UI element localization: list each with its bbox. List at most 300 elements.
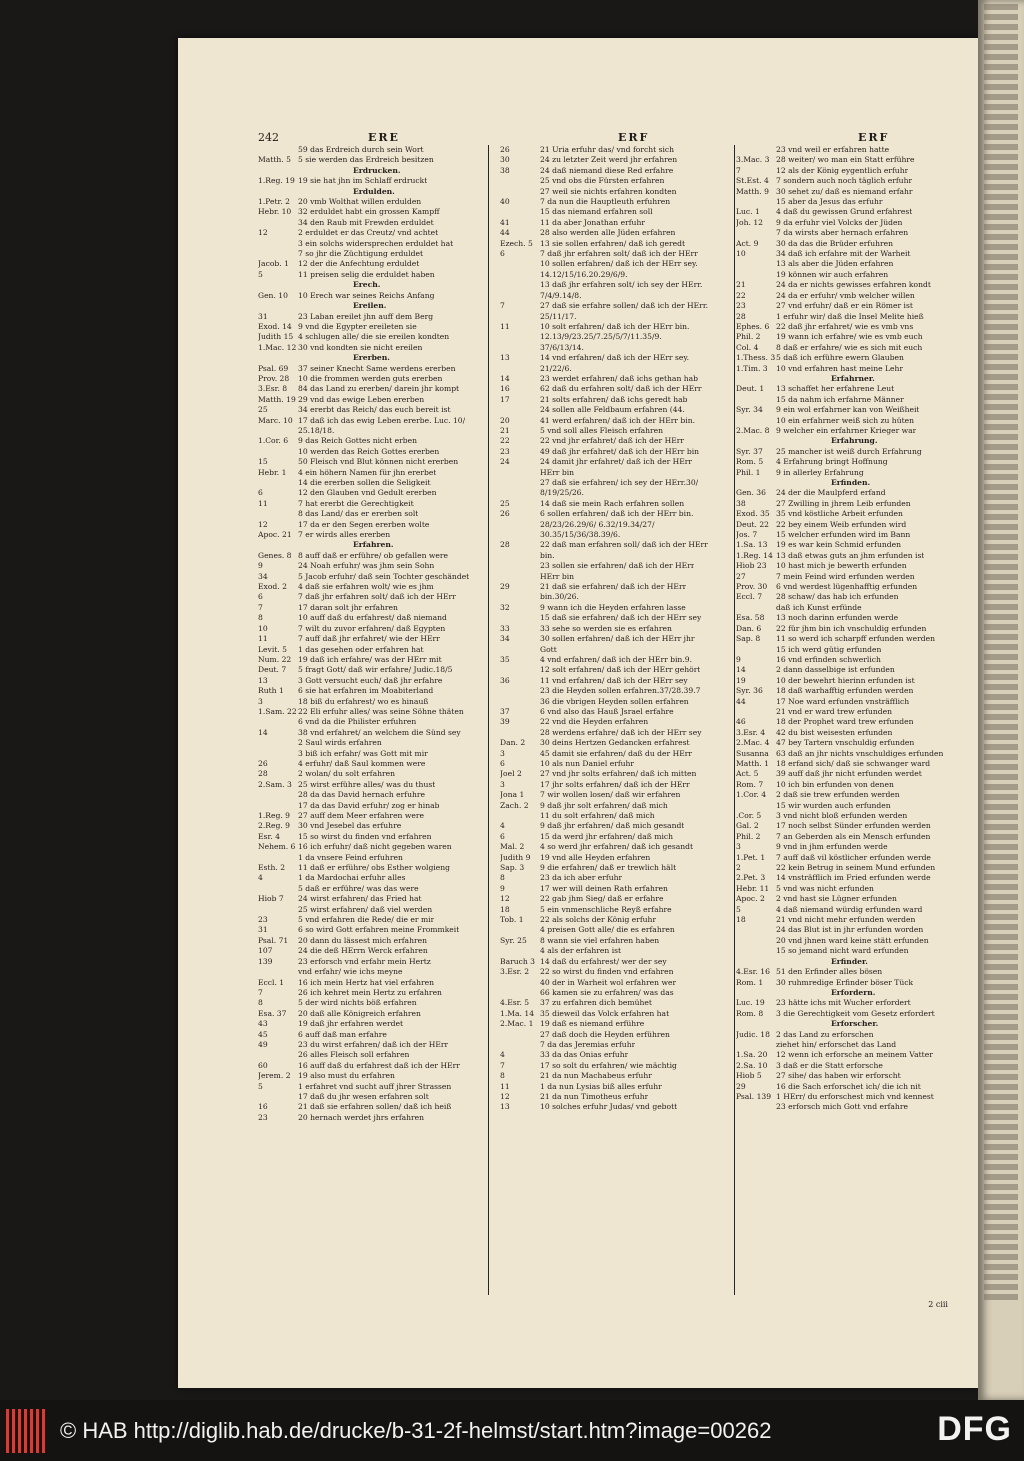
entry-reference: 2 bbox=[736, 863, 741, 873]
concordance-entry bbox=[736, 197, 974, 207]
concordance-entry bbox=[736, 447, 974, 457]
concordance-entry bbox=[500, 603, 732, 613]
illegible-text-line bbox=[984, 264, 1018, 270]
entry-text: Erfahrner. bbox=[831, 373, 875, 383]
concordance-entry bbox=[500, 957, 732, 967]
entry-reference: 1.Cor. 4 bbox=[736, 790, 767, 800]
entry-reference: 26 bbox=[500, 145, 510, 154]
entry-reference: Exod. 2 bbox=[258, 582, 287, 592]
entry-reference bbox=[500, 613, 540, 623]
entry-text: 47 bey Tartern vnschuldig erfunden bbox=[776, 738, 915, 748]
concordance-entry bbox=[500, 905, 732, 915]
entry-reference bbox=[500, 1030, 540, 1040]
illegible-text-line bbox=[984, 14, 1018, 20]
illegible-text-line bbox=[984, 44, 1018, 50]
entry-text: bin. bbox=[540, 550, 555, 560]
entry-reference: Gal. 2 bbox=[736, 821, 759, 831]
illegible-text-line bbox=[984, 1214, 1018, 1220]
illegible-text-line bbox=[984, 474, 1018, 480]
entry-reference: 15 bbox=[258, 457, 268, 467]
entry-text: 14 daß sie mein Rach erfahren sollen bbox=[540, 498, 685, 508]
entry-reference: 49 bbox=[258, 1039, 268, 1049]
illegible-text-line bbox=[984, 1294, 1018, 1300]
concordance-entry bbox=[736, 759, 974, 769]
concordance-column-3 bbox=[736, 145, 974, 1295]
entry-reference bbox=[736, 645, 776, 655]
illegible-text-line bbox=[984, 394, 1018, 400]
concordance-entry bbox=[258, 738, 486, 748]
entry-text: 6 auff daß man erfahre bbox=[298, 1029, 387, 1039]
entry-reference: 1.Tim. 3 bbox=[736, 363, 768, 373]
concordance-entry bbox=[736, 842, 974, 852]
entry-reference: Baruch 3 bbox=[500, 956, 536, 966]
concordance-entry bbox=[258, 1061, 486, 1071]
entry-reference: 7 bbox=[736, 165, 741, 175]
entry-reference: Deut. 1 bbox=[736, 384, 765, 394]
entry-reference: 5 bbox=[258, 1081, 263, 1091]
entry-reference: Matth. 5 bbox=[258, 155, 291, 165]
entry-reference: 3 bbox=[500, 779, 505, 789]
entry-text: 28 also werden alle Jüden erfahren bbox=[540, 228, 676, 238]
entry-reference: 1.Sam. 22 bbox=[258, 706, 297, 716]
concordance-entry bbox=[258, 801, 486, 811]
entry-reference bbox=[736, 145, 776, 155]
illegible-text-line bbox=[984, 594, 1018, 600]
entry-reference: Esth. 2 bbox=[258, 863, 286, 873]
entry-text: 24 der die Maulpferd erfand bbox=[776, 488, 886, 498]
entry-reference bbox=[736, 228, 776, 238]
entry-text: 8 daß er erfahre/ wie es sich mit euch bbox=[776, 342, 923, 352]
concordance-entry bbox=[736, 967, 974, 977]
entry-text: 49 daß jhr erfahret/ daß ich der HErr bin bbox=[540, 446, 700, 456]
entry-text: 12 solt erfahren/ daß ich der HErr gehört bbox=[540, 665, 701, 675]
entry-heading bbox=[258, 166, 486, 176]
illegible-text-line bbox=[984, 574, 1018, 580]
entry-reference: 3 bbox=[258, 696, 263, 706]
entry-reference: 3 bbox=[500, 748, 505, 758]
entry-text: 9 daß jhr erfahren/ daß mich gesandt bbox=[540, 821, 685, 831]
entry-text: 19 es war kein Schmid erfunden bbox=[776, 540, 901, 550]
illegible-text-line bbox=[984, 734, 1018, 740]
concordance-entry bbox=[736, 530, 974, 540]
entry-text: 29 vnd das ewige Leben ererben bbox=[298, 394, 425, 404]
entry-text: 4 daß du gewissen Grund erfahrest bbox=[776, 207, 913, 217]
concordance-entry bbox=[258, 197, 486, 207]
entry-reference: 4 bbox=[500, 1050, 505, 1060]
entry-reference bbox=[500, 530, 540, 540]
entry-reference: Eccl. 1 bbox=[258, 977, 285, 987]
entry-text: 20 daß alle Königreich erfahren bbox=[298, 1008, 421, 1018]
illegible-text-line bbox=[984, 1134, 1018, 1140]
illegible-text-line bbox=[984, 344, 1018, 350]
entry-text: 1 da Mardochai erfuhr alles bbox=[298, 873, 406, 883]
concordance-entry bbox=[736, 998, 974, 1008]
entry-reference bbox=[500, 207, 540, 217]
concordance-entry bbox=[500, 728, 732, 738]
concordance-entry bbox=[258, 1019, 486, 1029]
concordance-entry bbox=[258, 998, 486, 1008]
concordance-entry bbox=[736, 395, 974, 405]
concordance-entry bbox=[258, 551, 486, 561]
entry-heading bbox=[736, 988, 974, 998]
entry-reference: 3.Mac. 3 bbox=[736, 155, 770, 165]
entry-text: 9 welcher ein erfahrner Krieger war bbox=[776, 425, 917, 435]
concordance-entry bbox=[258, 1113, 486, 1123]
illegible-text-line bbox=[984, 1224, 1018, 1230]
entry-reference: Phil. 2 bbox=[736, 332, 761, 342]
entry-text: 16 vnd erfinden schwerlich bbox=[776, 654, 881, 664]
entry-text: ziehet hin/ erforschet das Land bbox=[776, 1039, 897, 1049]
entry-reference bbox=[500, 468, 540, 478]
entry-reference: 3.Esr. 4 bbox=[736, 727, 766, 737]
concordance-entry bbox=[258, 707, 486, 717]
entry-text: 14.12/15/16.20.29/6/9. bbox=[540, 269, 628, 279]
entry-text: 22 daß man erfahren soll/ daß ich der HErr bbox=[540, 540, 708, 550]
illegible-text-line bbox=[984, 1074, 1018, 1080]
entry-reference: 6 bbox=[258, 488, 263, 498]
concordance-entry bbox=[500, 207, 732, 217]
entry-text: 21 vnd er ward trew erfunden bbox=[776, 706, 893, 716]
illegible-text-line bbox=[984, 824, 1018, 830]
entry-reference: 1.Sa. 20 bbox=[736, 1050, 768, 1060]
entry-reference: 6 bbox=[500, 758, 505, 768]
entry-reference bbox=[500, 270, 540, 280]
entry-reference: 4 bbox=[500, 821, 505, 831]
entry-text: 6 sollen erfahren/ daß ich der HErr bin. bbox=[540, 509, 694, 519]
illegible-text-line bbox=[984, 54, 1018, 60]
entry-text: 23 sollen sie erfahren/ daß ich der HErr bbox=[540, 561, 695, 571]
entry-text: 10 die frommen werden guts ererben bbox=[298, 373, 443, 383]
entry-reference: Col. 4 bbox=[736, 342, 759, 352]
entry-text: 1 da vnsere Feind erfuhren bbox=[298, 852, 403, 862]
concordance-entry bbox=[258, 530, 486, 540]
entry-text: 7 da wirsts aber hernach erfahren bbox=[776, 228, 909, 238]
entry-reference: 8 bbox=[258, 998, 263, 1008]
entry-text: 30 vnd kondten sie nicht ereilen bbox=[298, 342, 423, 352]
entry-text: 17 daß du jhr wesen erfahren solt bbox=[298, 1091, 429, 1101]
concordance-entry bbox=[258, 499, 486, 509]
concordance-entry bbox=[258, 249, 486, 259]
entry-text: 27 daß doch die Heyden erführen bbox=[540, 1029, 670, 1039]
entry-text: 25.18/18. bbox=[298, 425, 335, 435]
concordance-entry bbox=[736, 509, 974, 519]
illegible-text-line bbox=[984, 914, 1018, 920]
entry-reference bbox=[736, 988, 776, 998]
concordance-entry bbox=[500, 707, 732, 717]
entry-text: 38 vnd erfahret/ an welchem die Sünd sey bbox=[298, 727, 461, 737]
concordance-entry bbox=[736, 1040, 974, 1050]
concordance-entry bbox=[500, 738, 732, 748]
illegible-text-line bbox=[984, 1284, 1018, 1290]
concordance-entry bbox=[736, 707, 974, 717]
concordance-entry bbox=[500, 946, 732, 956]
entry-reference bbox=[736, 197, 776, 207]
entry-reference: 1.Petr. 2 bbox=[258, 197, 291, 207]
entry-text: 16 die Sach erforschet ich/ die ich nit bbox=[776, 1081, 921, 1091]
entry-reference bbox=[500, 665, 540, 675]
entry-reference bbox=[258, 249, 298, 259]
entry-text: 22 kein Betrug in seinem Mund erfunden bbox=[776, 863, 936, 873]
entry-reference bbox=[736, 707, 776, 717]
entry-reference: 9 bbox=[736, 654, 741, 664]
illegible-text-line bbox=[984, 24, 1018, 30]
entry-text: 19 daß jhr erfahren werdet bbox=[298, 1019, 404, 1029]
illegible-text-line bbox=[984, 454, 1018, 460]
concordance-entry bbox=[500, 759, 732, 769]
entry-text: 35 vnd köstliche Arbeit erfunden bbox=[776, 509, 903, 519]
entry-text: 10 als nun Daniel erfuhr bbox=[540, 758, 635, 768]
entry-reference: 21 bbox=[500, 425, 510, 435]
entry-reference bbox=[258, 540, 298, 550]
concordance-entry bbox=[500, 572, 732, 582]
entry-reference: Esa. 37 bbox=[258, 1008, 287, 1018]
entry-text: 24 wirst erfahren/ das Fried hat bbox=[298, 894, 422, 904]
entry-reference: Hebr. 10 bbox=[258, 207, 292, 217]
entry-text: 2 Saul wirds erfahren bbox=[298, 738, 382, 748]
entry-text: 19 wann ich erfahre/ wie es vmb euch bbox=[776, 332, 923, 342]
concordance-entry bbox=[736, 364, 974, 374]
concordance-entry bbox=[500, 894, 732, 904]
entry-text: 15 daß sie erfahren/ daß ich der HErr sey bbox=[540, 613, 702, 623]
entry-text: 27 Zwilling in jhrem Leib erfunden bbox=[776, 498, 911, 508]
concordance-entry bbox=[736, 1092, 974, 1102]
entry-text: 3 daß er die Statt erforsche bbox=[776, 1060, 883, 1070]
entry-text: Erfahrung. bbox=[831, 436, 878, 446]
entry-reference: 33 bbox=[500, 623, 510, 633]
concordance-entry bbox=[736, 218, 974, 228]
concordance-entry bbox=[500, 312, 732, 322]
entry-text: 22 vnd die Heyden erfahren bbox=[540, 717, 649, 727]
entry-text: vnd erfahr/ wie ichs meyne bbox=[298, 967, 403, 977]
concordance-entry bbox=[258, 1009, 486, 1019]
entry-reference bbox=[736, 957, 776, 967]
entry-heading bbox=[736, 1019, 974, 1029]
entry-text: 2 vnd hast sie Lügner erfunden bbox=[776, 894, 897, 904]
illegible-text-line bbox=[984, 534, 1018, 540]
entry-text: Erfinder. bbox=[831, 956, 868, 966]
entry-reference: Rom. 7 bbox=[736, 779, 764, 789]
illegible-text-line bbox=[984, 1204, 1018, 1210]
concordance-entry bbox=[258, 332, 486, 342]
concordance-entry bbox=[736, 634, 974, 644]
entry-reference: Act. 9 bbox=[736, 238, 759, 248]
entry-text: 21 daß sie erfahren/ daß ich der HErr bbox=[540, 582, 687, 592]
entry-reference: Prov. 28 bbox=[258, 373, 290, 383]
entry-text: 19 sie hat jhn im Schlaff erdruckt bbox=[298, 176, 428, 186]
entry-reference bbox=[500, 592, 540, 602]
entry-text: 10 sollen erfahren/ daß ich der HErr sey. bbox=[540, 259, 698, 269]
illegible-text-line bbox=[984, 754, 1018, 760]
entry-text: Erfinden. bbox=[831, 478, 871, 487]
entry-text: 21 vnd nicht mehr erfunden werden bbox=[776, 915, 916, 925]
concordance-entry bbox=[258, 759, 486, 769]
entry-reference: 2.Mac. 1 bbox=[500, 1019, 534, 1029]
illegible-text-line bbox=[984, 864, 1018, 870]
concordance-entry bbox=[258, 176, 486, 186]
illegible-text-line bbox=[984, 74, 1018, 80]
concordance-entry bbox=[258, 582, 486, 592]
entry-reference: Apoc. 2 bbox=[736, 894, 765, 904]
concordance-entry bbox=[258, 665, 486, 675]
concordance-entry bbox=[258, 957, 486, 967]
entry-text: 11 du solt erfahren/ daß mich bbox=[540, 811, 655, 820]
entry-text: 9 da erfuhr viel Volcks der Jüden bbox=[776, 217, 903, 227]
entry-text: 19 daß es niemand erführe bbox=[540, 1019, 645, 1029]
concordance-entry bbox=[736, 1030, 974, 1040]
concordance-entry bbox=[500, 166, 732, 176]
concordance-entry bbox=[736, 582, 974, 592]
entry-text: 22 daß jhr erfahret/ wie es vmb vns bbox=[776, 321, 914, 331]
concordance-entry bbox=[500, 613, 732, 623]
entry-text: 23 erforsch mich Gott vnd erfahre bbox=[776, 1102, 908, 1112]
entry-text: 24 das Blut ist in jhr erfunden worden bbox=[776, 925, 924, 935]
concordance-entry bbox=[500, 197, 732, 207]
concordance-entry bbox=[736, 697, 974, 707]
illegible-text-line bbox=[984, 364, 1018, 370]
concordance-entry bbox=[736, 717, 974, 727]
entry-text: 1 erfahret vnd sucht auff jhrer Strassen bbox=[298, 1081, 452, 1091]
entry-reference: 1.Reg. 9 bbox=[258, 811, 290, 820]
illegible-text-line bbox=[984, 324, 1018, 330]
entry-reference: 37 bbox=[500, 706, 510, 716]
illegible-text-line bbox=[984, 1144, 1018, 1150]
entry-text: 9 die erfahren/ daß er trewlich hält bbox=[540, 863, 677, 873]
entry-reference: 5 bbox=[736, 904, 741, 914]
entry-text: 22 gab jhm Sieg/ daß er erfahre bbox=[540, 894, 664, 904]
entry-text: 7 daß jhr erfahren solt/ daß ich der HErr bbox=[298, 592, 456, 602]
illegible-text-line bbox=[984, 784, 1018, 790]
illegible-text-line bbox=[984, 384, 1018, 390]
concordance-entry bbox=[258, 634, 486, 644]
entry-reference: Sap. 8 bbox=[736, 634, 761, 644]
entry-reference: 2.Mac. 8 bbox=[736, 425, 770, 435]
concordance-entry bbox=[258, 1082, 486, 1092]
concordance-entry bbox=[500, 645, 732, 655]
concordance-entry bbox=[258, 270, 486, 280]
illegible-text-line bbox=[984, 684, 1018, 690]
entry-text: 27 vnd jhr solts erfahren/ daß ich mitten bbox=[540, 769, 697, 779]
entry-reference: Susanna bbox=[736, 748, 769, 758]
adjacent-page-edge bbox=[978, 0, 1024, 1400]
entry-reference: Matth. 9 bbox=[736, 186, 769, 196]
illegible-text-line bbox=[984, 1084, 1018, 1090]
entry-reference: 3.Esr. 2 bbox=[500, 967, 530, 977]
concordance-entry bbox=[500, 249, 732, 259]
illegible-text-line bbox=[984, 184, 1018, 190]
entry-reference: 2.Mac. 4 bbox=[736, 738, 770, 748]
concordance-entry bbox=[736, 353, 974, 363]
concordance-entry bbox=[500, 405, 732, 415]
entry-reference: 1.Thess. 3 bbox=[736, 353, 776, 363]
entry-text: 24 da er erfuhr/ vmb welcher willen bbox=[776, 290, 915, 300]
entry-text: 9 daß jhr solt erfahren/ daß mich bbox=[540, 800, 668, 810]
entry-reference: Deut. 7 bbox=[258, 665, 287, 675]
entry-reference: 45 bbox=[258, 1029, 268, 1039]
illegible-text-line bbox=[984, 1004, 1018, 1010]
entry-text: 11 daß er erführe/ obs Esther wolgieng bbox=[298, 863, 451, 873]
concordance-entry bbox=[258, 312, 486, 322]
illegible-text-line bbox=[984, 844, 1018, 850]
entry-reference: 36 bbox=[500, 675, 510, 685]
entry-reference: 34 bbox=[258, 571, 268, 581]
illegible-text-line bbox=[984, 554, 1018, 560]
illegible-text-line bbox=[984, 1124, 1018, 1130]
entry-text: HErr bin bbox=[540, 571, 575, 581]
illegible-text-line bbox=[984, 114, 1018, 120]
illegible-text-line bbox=[984, 174, 1018, 180]
column-divider bbox=[734, 145, 735, 1295]
concordance-entry bbox=[736, 1009, 974, 1019]
concordance-entry bbox=[500, 228, 732, 238]
illegible-text-line bbox=[984, 984, 1018, 990]
entry-reference bbox=[500, 312, 540, 322]
concordance-entry bbox=[500, 634, 732, 644]
entry-reference bbox=[258, 145, 298, 155]
concordance-entry bbox=[500, 291, 732, 301]
entry-text: 3 Gott versucht euch/ daß jhr erfahre bbox=[298, 675, 443, 685]
concordance-entry bbox=[258, 717, 486, 727]
entry-reference bbox=[258, 239, 298, 249]
illegible-text-line bbox=[984, 104, 1018, 110]
entry-reference bbox=[736, 946, 776, 956]
entry-text: 21 daß sie erfahren sollen/ daß ich heiß bbox=[298, 1102, 452, 1112]
concordance-entry bbox=[500, 488, 732, 498]
entry-reference bbox=[258, 301, 298, 311]
entry-reference: Esr. 4 bbox=[258, 831, 280, 841]
entry-reference: Marc. 10 bbox=[258, 415, 293, 425]
entry-reference bbox=[736, 436, 776, 446]
entry-text: 12.13/9/23.25/7.25/5/7/11.35/9. bbox=[540, 332, 662, 342]
entry-text: 12 den Glauben vnd Gedult ererben bbox=[298, 488, 437, 498]
entry-reference: Prov. 30 bbox=[736, 582, 768, 592]
entry-text: bin.30/26. bbox=[540, 592, 579, 602]
concordance-entry bbox=[500, 176, 732, 186]
entry-reference: 8 bbox=[500, 1071, 505, 1081]
entry-reference bbox=[258, 166, 298, 176]
concordance-entry bbox=[258, 686, 486, 696]
concordance-entry bbox=[258, 769, 486, 779]
entry-text: 21 Uria erfuhr das/ vnd forcht sich bbox=[540, 145, 675, 154]
concordance-entry bbox=[500, 624, 732, 634]
entry-text: Gott bbox=[540, 644, 557, 654]
concordance-entry bbox=[258, 478, 486, 488]
entry-reference: Genes. 8 bbox=[258, 550, 292, 560]
concordance-entry bbox=[500, 884, 732, 894]
entry-text: 4 preisen Gott alle/ die es erfahren bbox=[540, 925, 675, 935]
entry-reference: 2.Pet. 3 bbox=[736, 873, 766, 883]
entry-reference bbox=[500, 343, 540, 353]
concordance-entry bbox=[258, 1050, 486, 1060]
entry-text: 5 fragt Gott/ daß wir erfahre/ Judic.18/5 bbox=[298, 665, 453, 675]
entry-reference: Hiob 7 bbox=[258, 894, 284, 904]
entry-text: 2 erduldet er das Creutz/ vnd achtet bbox=[298, 228, 439, 238]
illegible-text-line bbox=[984, 1024, 1018, 1030]
entry-text: 23 werdet erfahren/ daß ichs gethan hab bbox=[540, 373, 699, 383]
entry-reference bbox=[500, 946, 540, 956]
illegible-text-line bbox=[984, 434, 1018, 440]
concordance-entry bbox=[736, 592, 974, 602]
entry-text: 3 die Gerechtigkeit vom Gesetz erfordert bbox=[776, 1008, 935, 1018]
entry-text: 37 seiner Knecht Same werdens ererben bbox=[298, 363, 456, 373]
entry-text: 17 da das David erfuhr/ zog er hinab bbox=[298, 800, 440, 810]
entry-text: 22 für jhm bin ich vnschuldig erfunden bbox=[776, 623, 927, 633]
concordance-entry bbox=[736, 155, 974, 165]
entry-reference: Ruth 1 bbox=[258, 686, 284, 696]
concordance-entry bbox=[500, 1030, 732, 1040]
illegible-text-line bbox=[984, 134, 1018, 140]
entry-text: 5 daß ich erführe ewern Glauben bbox=[776, 353, 904, 363]
entry-reference: Ezech. 5 bbox=[500, 238, 533, 248]
